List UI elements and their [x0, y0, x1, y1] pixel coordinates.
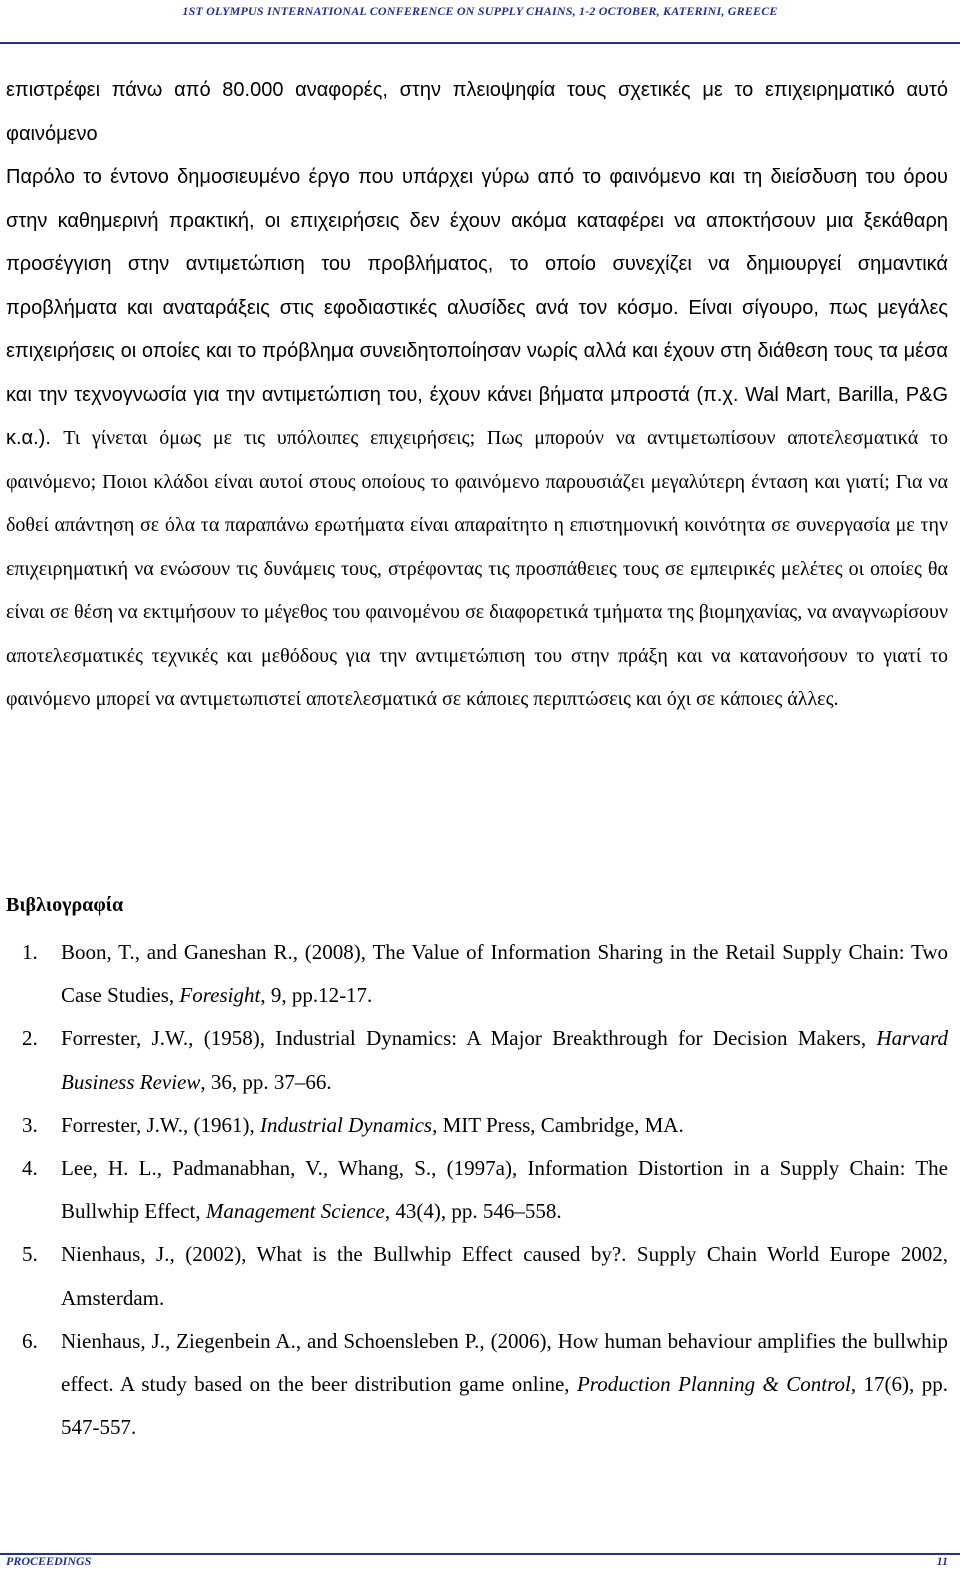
reference-number: 3. [22, 1112, 38, 1137]
reference-body: Boon, T., and Ganeshan R., (2008), The Value of Information Sharing in the Retail Supply Chain: Two Case Studies, [61, 940, 948, 1008]
reference-text [61, 1329, 948, 1439]
paragraph-main [6, 156, 948, 722]
reference-item [6, 1147, 948, 1233]
reference-body: Nienhaus, J., (2002), What is the Bullwhip Effect caused by?. Supply Chain World Europe 2002, Amsterdam. [61, 1242, 948, 1310]
paragraph-main-part1: Παρόλο το έντονο δημοσιευμένο έργο που υπάρχει γύρω από το φαινόμενο και τη διείσδυση του όρου στην καθημερινή πρακτική, οι επιχειρήσεις δεν έχουν ακόμα καταφέρει να αποκτήσουν μια ξεκάθαρη προσέγγιση στην αντιμετώπιση του προβλήματος, το οποίο συνεχίζει να δημιουργεί σημαντικά προβλήματα και αναταράξεις στις εφοδιαστικές αλυσίδες ανά τον κόσμο. Είναι σίγουρο, πως μεγάλες επιχειρήσεις οι οποίες και το πρόβλημα συνειδητοποίησαν νωρίς αλλά και έχουν στη διάθεση τους τα μέσα και την τεχνογνωσία για την αντιμετώπιση του, έχουν κάνει βήματα μπροστά (π.χ. Wal Mart, Barilla, P&G κ.α.). [6, 166, 948, 449]
reference-text [61, 1026, 948, 1093]
conference-title: 1ST OLYMPUS INTERNATIONAL CONFERENCE ON SUPPLY CHAINS, 1-2 OCTOBER, KATERINI, GREECE [182, 4, 778, 18]
reference-list [6, 931, 948, 1449]
reference-text [61, 1113, 684, 1137]
reference-details: , 17(6), pp. 547-557. [61, 1372, 948, 1440]
page-number: 11 [936, 1554, 948, 1568]
reference-body: Lee, H. L., Padmanabhan, V., Whang, S., (1997a), Information Distortion in a Supply Chain: The Bullwhip Effect, [61, 1156, 948, 1224]
reference-source: Production Planning & Control [576, 1372, 851, 1397]
reference-item [6, 1233, 948, 1319]
reference-details: , 9, pp.12-17. [260, 983, 373, 1008]
page-header [0, 0, 960, 44]
paragraph-main-part2: Τι γίνεται όμως με τις υπόλοιπες επιχειρήσεις; Πως μπορούν να αντιμετωπίσουν αποτελεσματικά το φαινόμενο; Ποιοι κλάδοι είναι αυτοί στους οποίους το φαινόμενο παρουσιάζει μεγαλύτερη ένταση και γιατί; Για να δοθεί απάντηση σε όλα τα παραπάνω ερωτήματα είναι απαραίτητο η επιστημονική κοινότητα σε συνεργασία με την επιχειρηματική να ενώσουν τις δυνάμεις τους, στρέφοντας τις προσπάθειες τους σε εμπειρικές μελέτες οι οποίες θα είναι σε θέση να εκτιμήσουν το μέγεθος του φαινομένου σε διαφορετικά τμήματα της βιομηχανίας, να αναγνωρίσουν αποτελεσματικές τεχνικές και μεθόδους για την αντιμετώπιση του στην πράξη και να κατανοήσουν το γιατί το φαινόμενο μπορεί να αντιμετωπιστεί αποτελεσματικά σε κάποιες περιπτώσεις και όχι σε κάποιες άλλες. [6, 427, 948, 710]
reference-body: Forrester, J.W., (1958), Industrial Dynamics: A Major Breakthrough for Decision Makers, [61, 1026, 877, 1051]
reference-source: Foresight [179, 983, 261, 1008]
paragraph-intro: επιστρέφει πάνω από 80.000 αναφορές, στην πλειοψηφία τους σχετικές με το επιχειρηματικό αυτό φαινόμενο [6, 79, 948, 145]
reference-item [6, 1320, 948, 1450]
reference-details: , 43(4), pp. 546–558. [384, 1199, 562, 1224]
footer-proceedings-label: PROCEEDINGS [6, 1554, 92, 1568]
reference-body: Forrester, J.W., (1961), [61, 1112, 261, 1137]
reference-source: Harvard Business Review [61, 1026, 948, 1094]
reference-text [61, 940, 948, 1007]
reference-text [61, 1156, 948, 1223]
bibliography-heading: Βιβλιογραφία [6, 894, 124, 916]
reference-item [6, 1104, 948, 1147]
body-text [6, 69, 948, 722]
reference-body: Nienhaus, J., Ziegenbein A., and Schoensleben P., (2006), How human behaviour amplifies the bullwhip effect. A study based on the beer distribution game online, [61, 1328, 948, 1397]
reference-text [61, 1242, 948, 1309]
reference-details: , MIT Press, Cambridge, MA. [432, 1112, 684, 1137]
reference-number: 1. [22, 940, 38, 964]
reference-number: 5. [22, 1242, 38, 1267]
reference-source: Industrial Dynamics [260, 1112, 433, 1137]
reference-item [6, 931, 948, 1017]
reference-number: 2. [22, 1026, 38, 1051]
header-rule [0, 42, 960, 44]
reference-number: 6. [22, 1328, 38, 1353]
reference-number: 4. [22, 1156, 38, 1181]
reference-details: , 36, pp. 37–66. [200, 1069, 332, 1094]
reference-source: Management Science [205, 1199, 385, 1224]
reference-item [6, 1017, 948, 1103]
footer-rule [0, 1553, 960, 1555]
